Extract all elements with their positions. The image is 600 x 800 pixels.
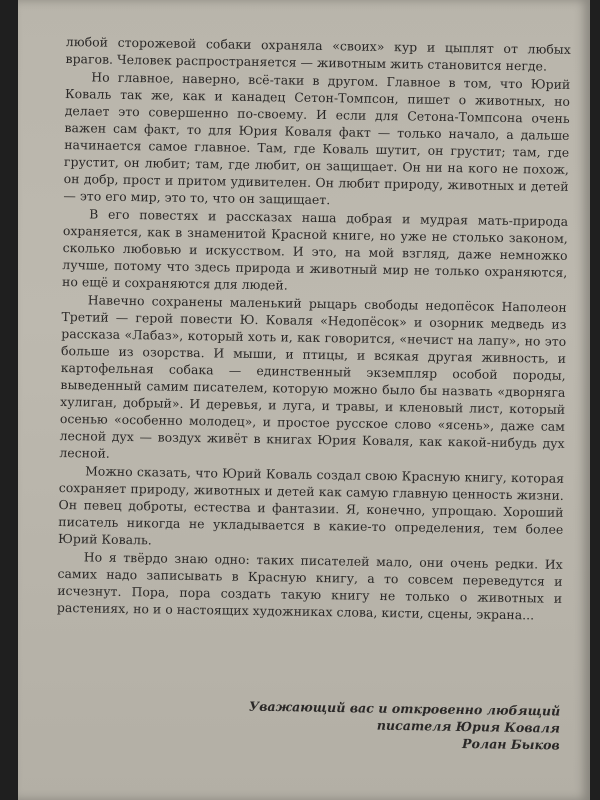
paragraph: любой сторожевой собаки охраняла «своих» кур и цыплят от любых врагов. Человек распространяется — животным жить становится негде. <box>65 34 571 74</box>
signature-line: Уважающий вас и откровенно любящий <box>248 698 561 719</box>
paragraph: Но главное, наверно, всё-таки в другом. Главное в том, что Юрий Коваль так же, как и канадец Сетон-Томпсон, пишет о животных, но делает это совершенно по-своему. И если для Сетона-Томпсона очень важен сам факт, то для Юрия Коваля факт — только начало, а дальше начинается самое главное. Там, где Коваль шутит, он грустит; там, где грустит, он любит; там, где любит, он защищает. Он ни на кого не похож, он добр, прост и притом удивителен. Он любит природу, животных и детей — это его мир, это то, что он защищает. <box>63 69 571 207</box>
book-page <box>18 0 590 800</box>
paragraph: Можно сказать, что Юрий Коваль создал свою Красную книгу, которая сохраняет природу, животных и детей как самую главную ценность жизни. Он певец доброты, естества и фантазии. Я, конечно, упрощаю. Хороший писатель никогда не укладывается в какие-то определения, тем более Юрий Коваль. <box>57 463 565 548</box>
paragraph: Но я твёрдо знаю одно: таких писателей мало, они очень редки. Их самих надо записывать в Красную книгу, а то совсем переведутся и исчезнут. Пора, пора создать такую книгу не только о животных и растениях, но и о настоящих художниках слова, кисти, сцены, экрана... <box>56 549 563 623</box>
signature-line: писателя Юрия Коваля <box>376 717 561 736</box>
paragraph: В его повестях и рассказах наша добрая и мудрая мать-природа охраняется, как в знаменитой Красной книге, но уже не столько законом, сколько любовью и искусством. И это, на мой взгляд, даже немножко лучше, потому что здесь природа и животный мир не только охраняются, но ещё и сохраняются для людей. <box>61 206 569 293</box>
signature-block <box>240 697 561 753</box>
body-text <box>57 34 571 626</box>
paragraph: Навечно сохранены маленький рыцарь свободы недопёсок Наполеон Третий — герой повести Ю. Коваля «Недопёсок» и озорник медведь из рассказа «Лабаз», который хоть и, как говорится, «нечист на лапу», но это больше из озорства. И мыши, и птицы, и всякая другая живность, и картофельная собака — единственный экземпляр особой породы, выведенный самим писателем, которую можно было бы назвать «дворняга хулиган, добрый». И деревья, и луга, и травы, и кленовый лист, который осенью «особенно молодец», и простое русское слово «ясень», даже сам лесной дух — воздух живёт в книгах Юрия Коваля, как какой-нибудь дух лесной. <box>59 292 567 461</box>
signature-author: Ролан Быков <box>462 735 560 753</box>
